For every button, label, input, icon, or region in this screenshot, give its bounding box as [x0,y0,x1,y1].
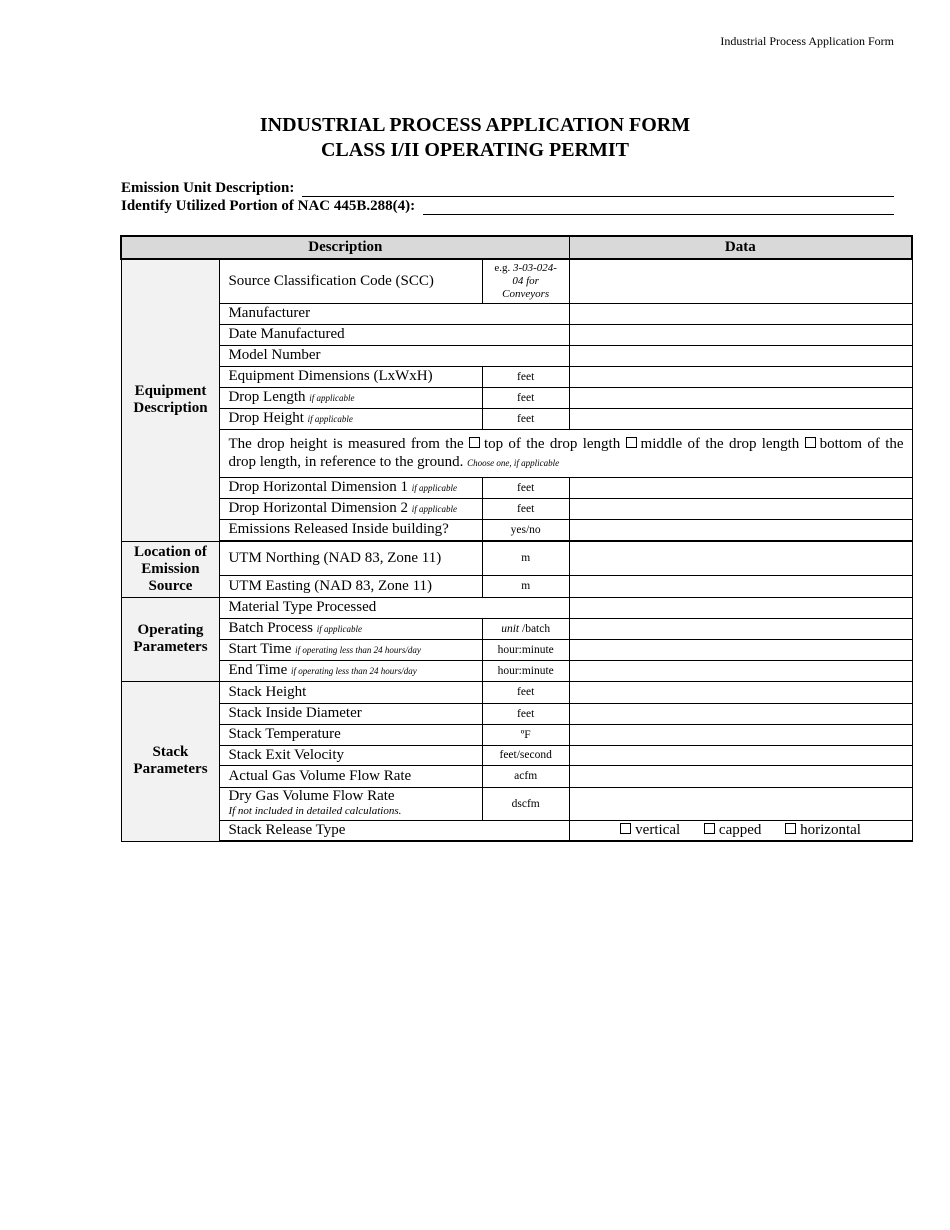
drop-measure-note: Choose one, if applicable [467,457,560,468]
dry-flow-cell [220,787,482,820]
actual-flow-label: Actual Gas Volume Flow Rate [220,765,482,787]
batch-label: Batch Process [228,620,314,636]
inside-building-unit: yes/no [482,519,569,540]
end-time-data[interactable] [569,660,912,681]
horizontal-label: horizontal [800,821,861,838]
utm-easting-unit: m [482,575,569,597]
inside-building-data[interactable] [569,519,912,540]
inside-building-label: Emissions Released Inside building? [220,519,482,540]
scc-example: 3-03-024-04 for Conveyors [502,261,557,300]
stack-height-unit: feet [482,681,569,703]
batch-cell [220,618,482,639]
drop-height-cell [220,408,482,429]
model-number-data[interactable] [569,345,912,366]
utm-northing-label: UTM Northing (NAD 83, Zone 11) [220,541,482,575]
dimensions-data[interactable] [569,366,912,387]
utilized-portion-field [121,198,894,215]
vertical-label: vertical [635,821,681,838]
drop-h1-unit: feet [482,477,569,498]
drop-top-label: top of the drop length [483,435,621,452]
drop-h2-unit: feet [482,498,569,519]
emission-unit-label: Emission Unit Description: [121,180,295,196]
utilized-portion-label: Identify Utilized Portion of NAC 445B.288(4): [121,198,416,214]
stack-velocity-label: Stack Exit Velocity [220,745,482,765]
operating-category: Operating Parameters [121,597,220,681]
dimensions-unit: feet [482,366,569,387]
application-table [120,235,913,842]
emission-unit-input-line[interactable] [302,182,894,197]
drop-middle-label: middle of the drop length [640,435,800,452]
batch-unit-italic: unit [501,622,520,635]
equipment-description-category: Equipment Description [121,259,220,541]
batch-note: if applicable [316,624,363,634]
horizontal-checkbox[interactable] [785,823,796,834]
emission-unit-field [121,180,894,197]
model-number-label: Model Number [220,345,569,366]
dimensions-label: Equipment Dimensions (LxWxH) [220,366,482,387]
drop-length-cell [220,387,482,408]
batch-data[interactable] [569,618,912,639]
data-header: Data [569,236,912,259]
location-category: Location of Emission Source [121,541,220,597]
date-manufactured-data[interactable] [569,324,912,345]
material-label: Material Type Processed [220,597,569,618]
utilized-portion-input-line[interactable] [423,200,894,215]
end-time-unit: hour:minute [482,660,569,681]
drop-middle-checkbox[interactable] [626,437,637,448]
scc-data[interactable] [569,259,912,303]
stack-velocity-data[interactable] [569,745,912,765]
vertical-checkbox[interactable] [620,823,631,834]
drop-h2-note: if applicable [411,504,458,514]
stack-diameter-unit: feet [482,703,569,724]
scc-unit [482,259,569,303]
actual-flow-data[interactable] [569,765,912,787]
capped-checkbox[interactable] [704,823,715,834]
drop-measure-row [220,429,912,477]
manufacturer-label: Manufacturer [220,303,569,324]
drop-bottom-checkbox[interactable] [805,437,816,448]
drop-h1-note: if applicable [411,483,458,493]
utm-northing-data[interactable] [569,541,912,575]
drop-height-data[interactable] [569,408,912,429]
drop-length-unit: feet [482,387,569,408]
stack-velocity-unit: feet/second [482,745,569,765]
drop-h2-label: Drop Horizontal Dimension 2 [228,500,409,516]
drop-length-label: Drop Length [228,389,306,405]
dry-flow-note: If not included in detailed calculations. [228,804,402,817]
scc-example-prefix: e.g. [494,261,513,274]
date-manufactured-label: Date Manufactured [220,324,569,345]
stack-height-label: Stack Height [220,681,482,703]
material-data[interactable] [569,597,912,618]
start-time-note: if operating less than 24 hours/day [295,645,421,655]
drop-measure-text: The drop height is measured from the [228,435,464,452]
actual-flow-unit: acfm [482,765,569,787]
start-time-data[interactable] [569,639,912,660]
stack-diameter-label: Stack Inside Diameter [220,703,482,724]
stack-category: Stack Parameters [121,681,220,841]
manufacturer-data[interactable] [569,303,912,324]
drop-h1-cell [220,477,482,498]
stack-temp-unit: ºF [482,724,569,745]
end-time-label: End Time [228,662,288,678]
utm-easting-data[interactable] [569,575,912,597]
stack-height-data[interactable] [569,681,912,703]
title-line-1: INDUSTRIAL PROCESS APPLICATION FORM [259,114,691,136]
release-type-options [569,820,912,841]
drop-length-data[interactable] [569,387,912,408]
stack-temp-label: Stack Temperature [220,724,482,745]
dry-flow-unit: dscfm [482,787,569,820]
utm-northing-unit: m [482,541,569,575]
drop-h2-cell [220,498,482,519]
drop-top-checkbox[interactable] [469,437,480,448]
drop-h2-data[interactable] [569,498,912,519]
drop-h1-label: Drop Horizontal Dimension 1 [228,479,409,495]
capped-label: capped [718,821,762,838]
drop-height-note: if applicable [307,414,353,424]
utm-easting-label: UTM Easting (NAD 83, Zone 11) [220,575,482,597]
start-time-unit: hour:minute [482,639,569,660]
batch-unit [482,618,569,639]
stack-diameter-data[interactable] [569,703,912,724]
title-line-2: CLASS I/II OPERATING PERMIT [320,139,630,161]
page-title [0,113,950,163]
description-header: Description [121,236,569,259]
drop-length-note: if applicable [309,393,355,403]
drop-bottom-label: bottom of the drop length, in reference to the ground. [228,435,904,470]
release-type-label: Stack Release Type [220,820,569,841]
dry-flow-data[interactable] [569,787,912,820]
start-time-cell [220,639,482,660]
batch-unit-rest: /batch [519,622,551,635]
running-header: Industrial Process Application Form [720,34,894,48]
start-time-label: Start Time [228,641,292,657]
end-time-cell [220,660,482,681]
dry-flow-label: Dry Gas Volume Flow Rate [228,787,395,804]
scc-label: Source Classification Code (SCC) [220,259,482,303]
end-time-note: if operating less than 24 hours/day [290,666,417,676]
drop-height-label: Drop Height [228,410,304,426]
drop-height-unit: feet [482,408,569,429]
stack-temp-data[interactable] [569,724,912,745]
drop-h1-data[interactable] [569,477,912,498]
